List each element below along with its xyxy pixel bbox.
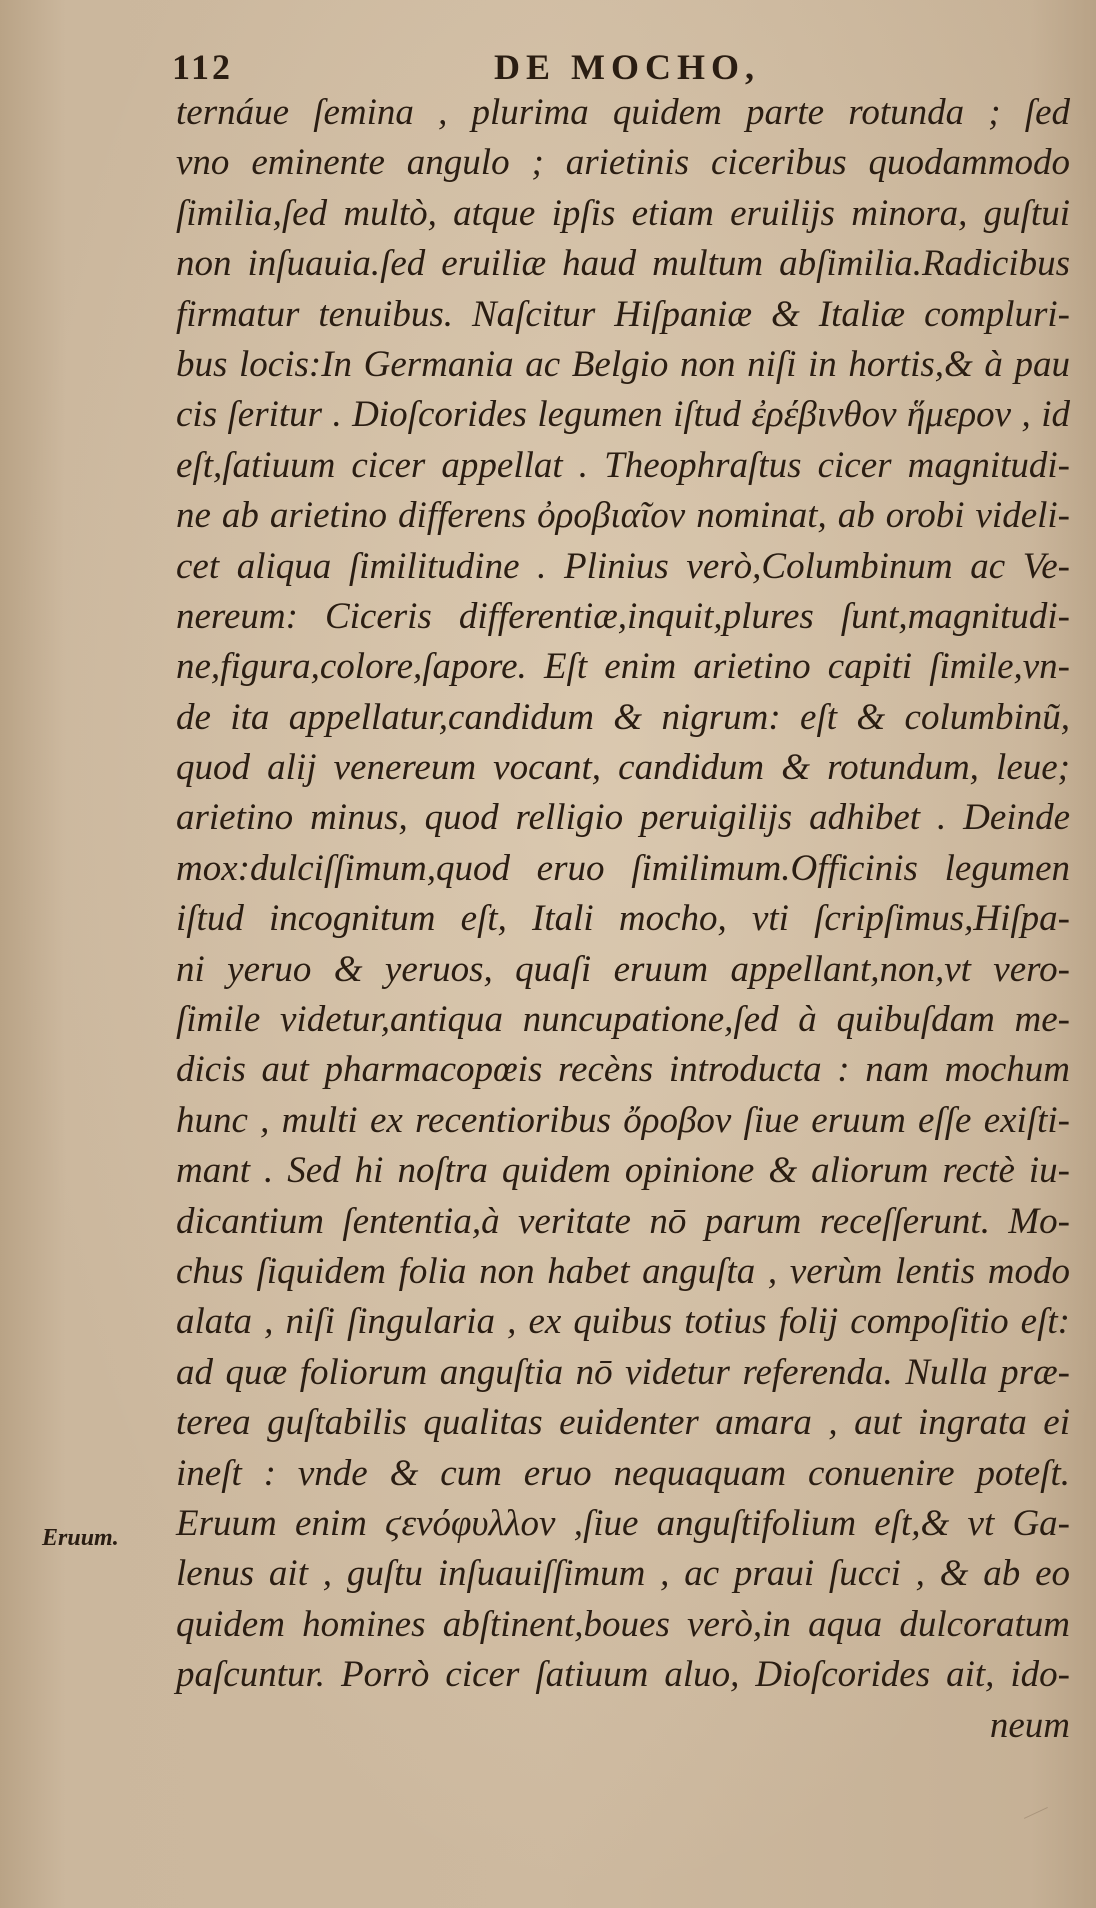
text-line: ne ab arietino differens ὀροβιαῖον nominat, ab orobi videli-	[176, 495, 1070, 537]
text-line: alata , niſi ſingularia , ex quibus totius folij compoſitio eſt:	[176, 1301, 1070, 1343]
text-line: ni yeruo & yeruos, quaſi eruum appellant,non,vt vero-	[176, 948, 1070, 990]
text-line: ad quæ foliorum anguſtia nō videtur referenda. Nulla præ-	[176, 1351, 1070, 1393]
text-line: firmatur tenuibus. Naſcitur Hiſpaniæ & Italiæ compluri-	[176, 293, 1070, 335]
text-line: arietino minus, quod relligio peruigilijs adhibet . Deinde	[176, 797, 1070, 839]
text-line: lenus ait , guſtu inſuauiſſimum , ac praui ſucci , & ab eo	[176, 1553, 1070, 1595]
text-line: ſimile videtur,antiqua nuncupatione,ſed à quibuſdam me-	[176, 999, 1070, 1041]
text-line: Eruum enim ϛενόφυλλον ,ſiue anguſtifolium eſt,& vt Ga-	[176, 1502, 1070, 1544]
running-title: DE MOCHO,	[494, 47, 760, 87]
text-line: chus ſiquidem folia non habet anguſta , verùm lentis modo	[176, 1250, 1070, 1292]
text-line: quod alij venereum vocant, candidum & rotundum, leue;	[176, 747, 1070, 789]
text-line: dicantium ſententia,à veritate nō parum receſſerunt. Mo-	[176, 1200, 1070, 1242]
text-line: bus locis:In Germania ac Belgio non niſi in hortis,& à pau	[176, 343, 1070, 385]
text-line: terea guſtabilis qualitas euidenter amara , aut ingrata ei	[176, 1402, 1070, 1444]
text-line: ternáue ſemina , plurima quidem parte rotunda ; ſed	[176, 92, 1070, 133]
text-line: mant . Sed hi noſtra quidem opinione & aliorum rectè iu-	[176, 1150, 1070, 1192]
text-line: cis ſeritur . Dioſcorides legumen iſtud ἐρέβινθον ἥμερον , id	[176, 394, 1070, 436]
page-number: 112	[172, 47, 234, 87]
text-line: ineſt : vnde & cum eruo nequaquam conuenire poteſt.	[176, 1452, 1070, 1494]
body-text	[176, 88, 1070, 1751]
text-line: hunc , multi ex recentioribus ὄροβον ſiue eruum eſſe exiſti-	[176, 1099, 1070, 1141]
text-line: nereum: Ciceris differentiæ,inquit,plures ſunt,magnitudi-	[176, 595, 1070, 637]
text-line: ſimilia,ſed multò, atque ipſis etiam eruilijs minora, guſtui	[176, 192, 1070, 234]
marginal-note: Eruum.	[42, 1525, 119, 1551]
text-line: quidem homines abſtinent,boues verò,in aqua dulcoratum	[176, 1603, 1070, 1645]
text-line: dicis aut pharmacopœis recèns introducta : nam mochum	[176, 1049, 1070, 1091]
page-mark	[1024, 1807, 1052, 1828]
text-line: iſtud incognitum eſt, Itali mocho, vti ſcripſimus,Hiſpa-	[176, 898, 1070, 940]
text-line: de ita appellatur,candidum & nigrum: eſt & columbinũ,	[176, 696, 1070, 738]
text-line: non inſuauia.ſed eruiliæ haud multum abſimilia.Radicibus	[176, 243, 1070, 285]
text-line: vno eminente angulo ; arietinis ciceribus quodammodo	[176, 142, 1070, 184]
text-line: mox:dulciſſimum,quod eruo ſimilimum.Officinis legumen	[176, 847, 1070, 889]
catchword: neum	[989, 1704, 1070, 1746]
text-line: paſcuntur. Porrò cicer ſatiuum aluo, Dioſcorides ait, ido-	[176, 1654, 1070, 1696]
text-line: cet aliqua ſimilitudine . Plinius verò,Columbinum ac Ve-	[176, 545, 1070, 587]
text-line: ne,figura,colore,ſapore. Eſt enim arietino capiti ſimile,vn-	[176, 646, 1070, 688]
text-line: eſt,ſatiuum cicer appellat . Theophraſtus cicer magnitudi-	[176, 444, 1070, 486]
